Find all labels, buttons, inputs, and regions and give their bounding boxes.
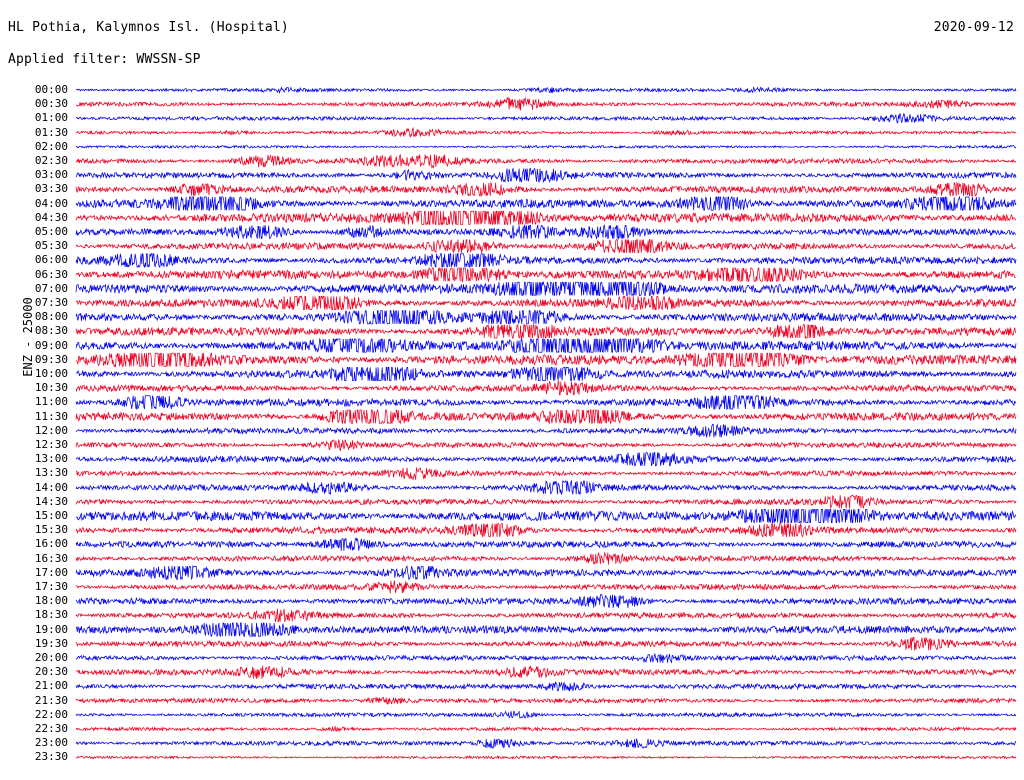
time-tick-label: 20:30 bbox=[34, 665, 68, 679]
applied-filter-label: Applied filter: WWSSN-SP bbox=[8, 52, 201, 67]
time-tick-label: 20:00 bbox=[34, 651, 68, 664]
time-tick-label: 19:00 bbox=[34, 622, 68, 636]
trace-line bbox=[76, 325, 1016, 338]
time-tick-label: 02:00 bbox=[34, 139, 68, 153]
trace-line bbox=[76, 468, 1016, 480]
record-date: 2020-09-12 bbox=[933, 20, 1014, 35]
time-tick-label: 11:30 bbox=[34, 409, 68, 423]
time-tick-label: 10:30 bbox=[34, 381, 68, 395]
time-tick-label: 07:00 bbox=[34, 281, 68, 295]
time-tick-label: 12:30 bbox=[34, 438, 68, 451]
trace-line bbox=[76, 339, 1016, 352]
trace-line bbox=[76, 268, 1016, 281]
time-tick-label: 21:00 bbox=[34, 679, 68, 693]
trace-line bbox=[76, 682, 1016, 692]
time-tick-label: 00:30 bbox=[34, 97, 68, 111]
trace-line bbox=[76, 254, 1016, 267]
trace-line bbox=[76, 623, 1016, 636]
time-tick-label: 13:30 bbox=[34, 466, 68, 480]
trace-line bbox=[76, 169, 1016, 182]
time-tick-label: 23:00 bbox=[34, 736, 68, 750]
trace-line bbox=[76, 353, 1016, 366]
trace-line bbox=[76, 538, 1016, 551]
trace-line bbox=[76, 481, 1016, 494]
time-tick-label: 14:00 bbox=[34, 480, 68, 494]
trace-line bbox=[76, 410, 1016, 423]
time-tick-label: 22:00 bbox=[34, 707, 68, 721]
time-tick-label: 08:00 bbox=[34, 310, 68, 324]
time-tick-label: 07:30 bbox=[34, 296, 68, 309]
trace-line bbox=[76, 453, 1016, 466]
trace-line bbox=[76, 495, 1016, 508]
trace-line bbox=[76, 382, 1016, 395]
time-tick-label: 10:00 bbox=[34, 367, 68, 380]
trace-line bbox=[76, 739, 1016, 749]
trace-line bbox=[76, 727, 1016, 732]
trace-line bbox=[76, 87, 1016, 93]
time-tick-label: 19:30 bbox=[34, 636, 68, 650]
trace-line bbox=[76, 509, 1016, 522]
time-tick-label: 01:30 bbox=[34, 125, 68, 139]
trace-line bbox=[76, 609, 1016, 622]
trace-line bbox=[76, 396, 1016, 409]
time-tick-label: 00:00 bbox=[34, 83, 68, 96]
trace-line bbox=[76, 440, 1016, 451]
time-tick-label: 05:30 bbox=[34, 239, 68, 253]
time-tick-label: 23:30 bbox=[34, 750, 68, 764]
time-tick-label: 04:00 bbox=[34, 196, 68, 210]
time-tick-label: 17:00 bbox=[34, 565, 68, 579]
time-tick-label: 16:30 bbox=[34, 551, 68, 565]
time-tick-label: 14:30 bbox=[34, 494, 68, 508]
trace-line bbox=[76, 282, 1016, 295]
trace-line bbox=[76, 580, 1016, 593]
station-title: HL Pothia, Kalymnos Isl. (Hospital) bbox=[8, 20, 289, 35]
trace-line bbox=[76, 424, 1016, 437]
trace-line bbox=[76, 296, 1016, 309]
trace-line bbox=[76, 211, 1016, 224]
time-tick-label: 22:30 bbox=[34, 722, 68, 735]
time-tick-label: 08:30 bbox=[34, 324, 68, 338]
time-tick-label: 13:00 bbox=[34, 452, 68, 466]
time-tick-label: 15:30 bbox=[34, 523, 68, 537]
trace-canvas bbox=[0, 78, 1024, 778]
time-tick-label: 06:30 bbox=[34, 267, 68, 281]
time-tick-label: 09:30 bbox=[34, 352, 68, 366]
trace-line bbox=[76, 146, 1016, 149]
time-tick-label: 11:00 bbox=[34, 395, 68, 409]
trace-line bbox=[76, 666, 1016, 679]
trace-line bbox=[76, 98, 1016, 111]
time-tick-label: 03:00 bbox=[34, 168, 68, 182]
time-tick-label: 18:30 bbox=[34, 608, 68, 622]
time-tick-label: 18:00 bbox=[34, 594, 68, 608]
trace-line bbox=[76, 225, 1016, 238]
time-tick-label: 15:00 bbox=[34, 509, 68, 522]
time-tick-label: 21:30 bbox=[34, 693, 68, 707]
trace-line bbox=[76, 311, 1016, 324]
time-tick-label: 17:30 bbox=[34, 580, 68, 593]
trace-line bbox=[76, 197, 1016, 210]
time-tick-label: 01:00 bbox=[34, 111, 68, 125]
time-tick-label: 09:00 bbox=[34, 338, 68, 352]
trace-line bbox=[76, 114, 1016, 123]
trace-line bbox=[76, 154, 1016, 167]
time-tick-label: 04:30 bbox=[34, 210, 68, 224]
time-tick-label: 05:00 bbox=[34, 225, 68, 238]
trace-line bbox=[76, 553, 1016, 565]
trace-line bbox=[76, 697, 1016, 704]
time-tick-label: 06:00 bbox=[34, 253, 68, 267]
time-tick-label: 03:30 bbox=[34, 182, 68, 196]
trace-line bbox=[76, 566, 1016, 579]
time-tick-label: 16:00 bbox=[34, 537, 68, 551]
time-tick-label: 02:30 bbox=[34, 154, 68, 167]
helicorder-plot bbox=[0, 78, 1024, 778]
trace-line bbox=[76, 240, 1016, 253]
trace-line bbox=[76, 128, 1016, 137]
trace-line bbox=[76, 524, 1016, 537]
trace-line bbox=[76, 595, 1016, 608]
trace-line bbox=[76, 637, 1016, 650]
y-axis-label: ENZ - 25000 bbox=[21, 297, 35, 377]
trace-line bbox=[76, 183, 1016, 196]
trace-line bbox=[76, 756, 1016, 759]
trace-line bbox=[76, 711, 1016, 718]
time-tick-label: 12:00 bbox=[34, 423, 68, 437]
trace-line bbox=[76, 654, 1016, 663]
trace-line bbox=[76, 367, 1016, 380]
